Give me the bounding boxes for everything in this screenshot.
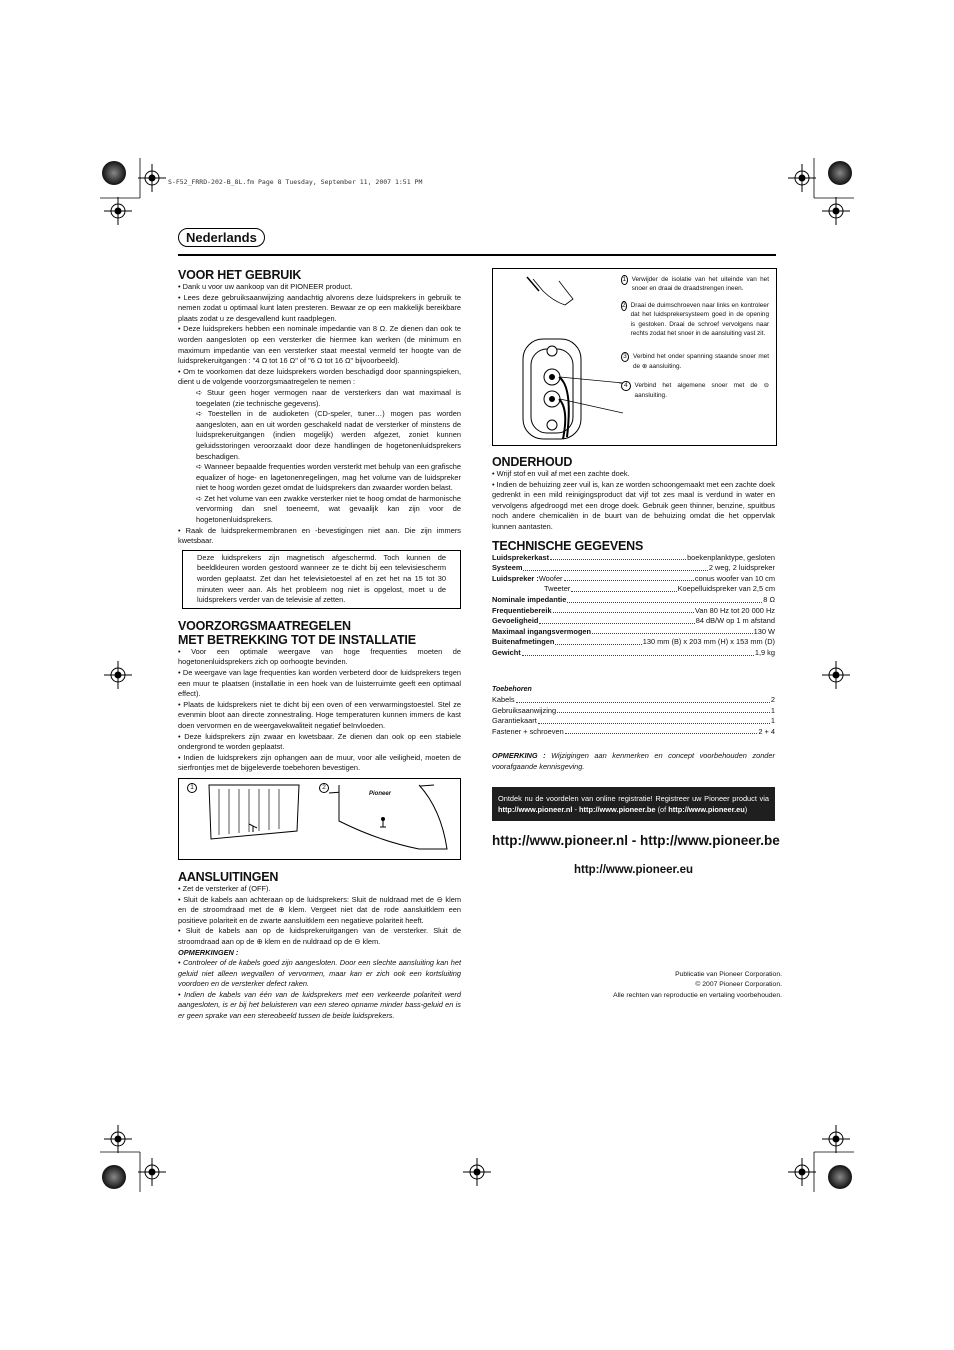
connection-figure — [492, 268, 777, 446]
spec-value: 130 mm (B) x 203 mm (H) x 153 mm (D) — [642, 637, 775, 647]
spec-label: Garantiekaart — [492, 716, 537, 726]
spec-value: boekenplanktype, gesloten — [687, 552, 775, 562]
spec-row — [492, 706, 775, 717]
paragraph: • Plaats de luidsprekers niet te dicht bij een oven of een verwarmingstoestel. Stel ze evenmin bloot aan directe zonnestraling. Hoge temperaturen kunnen immers de kast doen vervormen en de weergavekwaliteit negatief beïnvloeden. — [178, 699, 461, 730]
publication-line: Publicatie van Pioneer Corporation. — [675, 971, 782, 978]
sub-paragraph: ➪ Wanneer bepaalde frequenties worden versterkt met behulp van een grafische equalizer of hoge- en lagetonenregelingen, mag het volume van de luidspreker niet te hoog worden gezet omdat de luidsprekers dan zwaarder worden belast. — [196, 462, 461, 493]
dot-leader — [555, 637, 641, 645]
onderhoud-text — [492, 469, 775, 533]
figure-step-1: 1 — [187, 783, 197, 793]
eu-url[interactable]: http://www.pioneer.eu — [573, 863, 694, 876]
spec-row — [492, 637, 775, 648]
sub-paragraph: ➪ Stuur geen hoger vermogen naar de versterkers dan wat maximaal is toegelaten (zie technische gegevens). — [196, 387, 461, 408]
spec-sublabel: Tweeter — [544, 584, 571, 594]
voorzorg-title-2: MET BETREKKING TOT DE INSTALLATIE — [178, 632, 416, 647]
sub-paragraph: ➪ Zet het volume van een zwakke versterker niet te hoog omdat de harmonische vervorming dan snel toeneemt, wat gevaalijk kan zijn voor de hogetonenluidsprekers. — [196, 493, 462, 525]
step-3 — [621, 352, 769, 371]
onderhoud-title: ONDERHOUD — [492, 455, 573, 469]
step-text: Verbind het onder spanning staande snoer met de ⊕ aansluiting. — [632, 353, 769, 370]
remark — [492, 751, 775, 772]
spec-row — [492, 574, 775, 585]
spec-value: 2 — [770, 695, 775, 705]
accessories-title: Toebehoren — [492, 685, 532, 693]
accessories-table — [492, 695, 775, 737]
spec-label: Luidspreker : — [492, 573, 539, 583]
dot-leader — [516, 695, 770, 703]
spec-sublabel: Woofer — [538, 573, 563, 583]
registration-link-nl[interactable]: http://www.pioneer.nl — [498, 804, 573, 814]
spec-table — [492, 553, 775, 659]
spec-label: Frequentiebereik — [492, 605, 552, 615]
separator: (of — [655, 804, 669, 814]
step-4 — [621, 381, 769, 400]
figure-step-2: 2 — [319, 783, 329, 793]
paragraph: • Sluit de kabels aan achteraan op de luidsprekers: Sluit de nuldraad met de ⊖ klem en de stroomdraad met de ⊕ klem. Vergeet niet dat de rode aansluitklem een positieve polariteit en de zwarte aansluitklem een negatieve polariteit heeft. — [178, 894, 461, 925]
voor-gebruik-text — [178, 282, 461, 547]
spec-label: Maximaal ingangsvermogen — [492, 626, 591, 636]
aansluitingen-text — [178, 884, 461, 1022]
dot-leader — [522, 648, 754, 656]
voorzorg-title-1: VOORZORGSMAATREGELEN — [178, 618, 351, 633]
dot-leader — [550, 553, 686, 561]
spec-label: Nominale impedantie — [492, 594, 567, 604]
paragraph: • Wrijf stof en vuil af met een zachte doek. — [492, 469, 630, 478]
aansluitingen-title: AANSLUITINGEN — [178, 869, 279, 884]
spec-row — [492, 616, 775, 627]
sub-paragraph: ➪ Toestellen in de audioketen (CD-speler, tuner…) mogen pas worden aangesloten, aan en uit worden geschakeld nadat de versterker of minstens de luidsprekeruitgangen (indien mogelijk) werden afgezet, zoniet kunnen geluidsstoringen veroorzaakt door deze handlingen de hogetonenluidsprekers beschadigen. — [196, 409, 461, 461]
spec-value: Van 80 Hz tot 20 000 Hz — [695, 605, 775, 615]
spec-row — [492, 584, 775, 595]
remark-text: Wijzigingen aan kenmerken en concept voorbehouden zonder voorafgaande kennisgeving. — [492, 751, 775, 772]
file-header-line: S-F52_FRRD-202-B_8L.fm Page 8 Tuesday, September 11, 2007 1:51 PM — [168, 178, 423, 186]
paragraph: • Deze luidsprekers hebben een nominale impedantie van 8 Ω. Ze dienen dan ook te worden aangesloten op een versterker die hiermee kan werken (de minimum en maximum impedantie van een versterker staat meestal vermeld ter hoogte van de luidsprekeruitgangen : "4 Ω tot 16 Ω" of "6 Ω tot 16 Ω" bijvoorbeeld). — [178, 324, 461, 366]
spec-value: 2 + 4 — [758, 726, 775, 736]
spec-value: 1,9 kg — [754, 647, 775, 657]
dot-leader — [571, 584, 676, 592]
spec-label: Systeem — [492, 563, 523, 573]
pioneer-logo: Pioneer — [369, 790, 392, 797]
main-url[interactable]: http://www.pioneer.nl - http://www.pioneer.be — [492, 832, 780, 848]
spec-value: 130 W — [753, 626, 775, 636]
spec-row — [492, 595, 775, 606]
registration-link-eu[interactable]: http://www.pioneer.eu — [668, 804, 745, 814]
spec-label: Gewicht — [492, 647, 521, 657]
spec-row — [492, 716, 775, 727]
step-1 — [621, 275, 769, 294]
spec-value: conus woofer van 10 cm — [694, 573, 775, 583]
paragraph: • Om te voorkomen dat deze luidsprekers worden beschadigd door spanningspieken, dient u de volgende voorzorgsmaatregelen te nemen : — [178, 366, 461, 387]
step-number: 1 — [622, 276, 627, 283]
paragraph: • Indien de behuizing zeer vuil is, kan ze worden schoongemaakt met een zachte doek gedrenkt in een mild reinigingsproduct dat vijf tot zes maal is verdund in water en vervolgens afgedroogd met een droge doek. Gebruik geen thinner, benzine, spuitbus noch andere chemicaliën in de buurt van de behuizing omdat die het oppervlak kunnen aantasten. — [492, 479, 775, 531]
separator: ) — [744, 804, 748, 814]
step-number: 3 — [621, 352, 629, 362]
dot-leader — [539, 616, 694, 624]
dot-leader — [567, 595, 762, 603]
publication-line: © 2007 Pioneer Corporation. — [695, 981, 782, 989]
remark-label: OPMERKING : — [492, 751, 546, 761]
dot-leader — [592, 627, 753, 635]
dot-leader — [565, 727, 758, 735]
notes-title: OPMERKINGEN : — [178, 947, 239, 957]
voorzorg-text — [178, 647, 461, 774]
paragraph: • Voor een optimale weergave van hoge frequenties moeten de hogetonenluidsprekers zich op oorhoogte bevinden. — [178, 646, 461, 667]
spec-value: 1 — [770, 716, 775, 726]
language-label: Nederlands — [178, 228, 265, 247]
paragraph: • Raak de luidsprekermembranen en -bevestigingen niet aan. Die zijn immers kwetsbaar. — [178, 525, 461, 546]
note: • Controleer of de kabels goed zijn aangesloten. Door een slechte aansluiting kan het geluid niet alleen wegvallen of vervormen, maar kan er zich ook een kortsluiting voordoen en de versterker defect raken. — [178, 958, 461, 989]
spec-label: Gevoeligheid — [492, 616, 539, 626]
step-2 — [621, 301, 769, 339]
spec-value: 84 dB/W op 1 m afstand — [695, 616, 775, 626]
magnetic-shield-note: Deze luidsprekers zijn magnetisch afgeschermd. Toch kunnen de beeldkleuren worden gestoord wanneer ze te dicht bij een televisiescherm worden geplaatst. Zet dan het televisietoestel af en zet het na 15 tot 30 minuten weer aan. Als het probleem nog niet is opgelost, moet u de luidsprekers verder van de televisie af zetten. — [182, 550, 461, 609]
spec-value: 8 Ω — [763, 594, 775, 604]
step-text: Verwijder de isolatie van het uiteinde van het snoer en draai de draadstrengen ineen. — [631, 276, 769, 293]
note: • Indien de kabels van één van de luidsprekers met een verkeerde polariteit werd aangesloten, is er bij het beluisteren van een stereo opname minder bass-geluid en is er geen sprake van een stereobeeld tussen de beide luidsprekers. — [178, 989, 461, 1021]
spec-row — [492, 727, 775, 738]
paragraph: • Indien de luidsprekers zijn ophangen aan de muur, voor alle veiligheid, moeten de sierfrontjes met de bijgeleverde toebehoren bevestigen. — [178, 752, 461, 773]
connection-steps — [621, 275, 769, 400]
spec-value: 1 — [770, 705, 775, 715]
wall-mount-illustration — [179, 779, 462, 859]
spec-value: Koepelluidspreker van 2,5 cm — [677, 584, 775, 594]
step-text: Verbind het algemene snoer met de ⊖ aansluiting. — [634, 382, 769, 399]
spec-row — [492, 606, 775, 617]
step-number: 4 — [621, 381, 631, 391]
header-rule — [178, 254, 776, 256]
spec-row — [492, 648, 775, 659]
dot-leader — [523, 563, 707, 571]
paragraph: • Zet de versterker af (OFF). — [178, 883, 271, 893]
spec-row — [492, 563, 775, 574]
paragraph: • Sluit de kabels aan op de luidsprekeruitgangen van de versterker. Sluit de stroomdraad aan op de ⊕ klem en de nuldraad op de ⊖ klem. — [178, 926, 461, 946]
wall-mount-figure — [178, 778, 461, 860]
paragraph: • De weergave van lage frequenties kan worden verbeterd door de luidsprekers tegen een muur te plaatsen (installatie in een hoek van de luisterruimte geeft een optimaal effect). — [178, 668, 461, 699]
paragraph: • Dank u voor uw aankoop van dit PIONEER product. — [178, 282, 353, 291]
step-text: Draai de duimschroeven naar links en kontroleer dat het luidsprekersysteem goed in de opening is gestoken. Draai de schroef vervolgens naar rechts zodat het snoer in de aansluiting vast zit. — [630, 301, 769, 338]
spec-row — [492, 695, 775, 706]
step-number: 2 — [622, 301, 626, 309]
spec-value: 2 weg, 2 luidspreker — [708, 563, 775, 573]
tech-title: TECHNISCHE GEGEVENS — [492, 538, 644, 553]
spec-label: Gebruiksaanwijzing — [492, 705, 557, 715]
spec-label: Kabels — [492, 695, 515, 705]
registration-text: Ontdek nu de voordelen van online registratie! Registreer uw Pioneer product via — [498, 793, 769, 803]
paragraph: • Deze luidsprekers zijn zwaar en kwetsbaar. Ze dienen dan ook op een stabiele ondergrond te worden geplaatst. — [178, 731, 461, 752]
spec-row — [492, 553, 775, 564]
dot-leader — [557, 706, 770, 714]
spec-label: Luidsprekerkast — [492, 552, 550, 562]
publication-line: Alle rechten van reproductie en vertaling voorbehouden. — [613, 991, 782, 999]
spec-row — [492, 627, 775, 638]
registration-link-be[interactable]: http://www.pioneer.be — [579, 804, 656, 814]
dot-leader — [564, 574, 694, 582]
spec-label: Fastener + schroeven — [492, 726, 564, 736]
voor-gebruik-title: VOOR HET GEBRUIK — [178, 268, 302, 282]
dot-leader — [553, 606, 694, 614]
left-column — [178, 268, 461, 1022]
spec-label: Buitenafmetingen — [492, 637, 555, 647]
dot-leader — [538, 716, 770, 724]
publication-note — [560, 970, 782, 1001]
paragraph: • Lees deze gebruiksaanwijzing aandachtig alvorens deze luidsprekers in gebruik te nemen zodat u optimaal kunt laten presteren. Bewaar ze op een makkelijk bereikbare plaats zodat u ze desgevallend kunt raadplegen. — [178, 292, 461, 323]
right-column — [492, 455, 780, 876]
registration-box — [492, 787, 775, 821]
separator: - — [572, 804, 580, 814]
